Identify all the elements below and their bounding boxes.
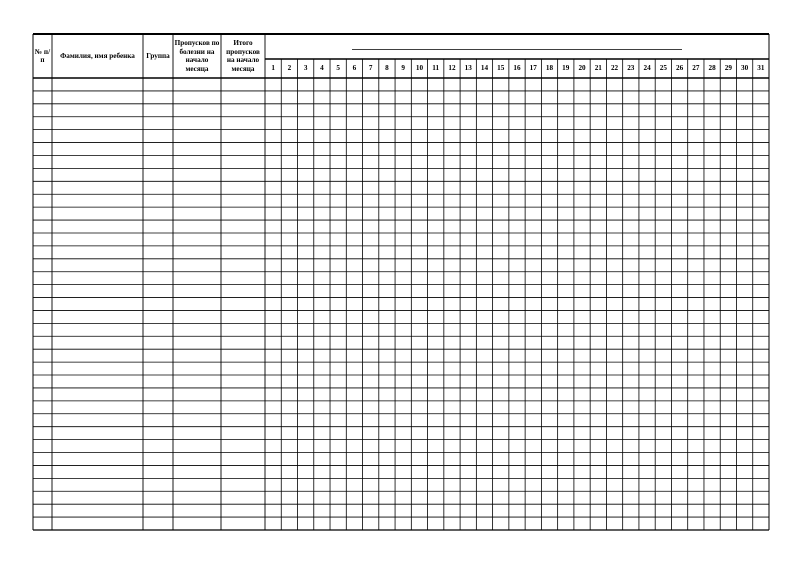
day-number: 3 bbox=[303, 64, 308, 72]
day-number: 27 bbox=[692, 64, 700, 72]
day-number: 10 bbox=[415, 64, 424, 72]
day-number: 26 bbox=[675, 64, 684, 72]
header-total-start: Итого пропусков на начало месяца bbox=[226, 39, 260, 73]
day-number: 8 bbox=[385, 64, 389, 72]
day-number: 4 bbox=[320, 64, 324, 72]
day-number: 28 bbox=[708, 64, 716, 72]
day-number: 6 bbox=[352, 64, 357, 72]
day-number: 2 bbox=[287, 64, 292, 72]
day-number: 20 bbox=[578, 64, 586, 72]
day-number: 1 bbox=[271, 64, 275, 72]
day-number: 24 bbox=[643, 64, 651, 72]
day-number: 14 bbox=[480, 64, 489, 72]
day-number: 17 bbox=[529, 64, 537, 72]
day-number: 16 bbox=[513, 64, 521, 72]
day-number: 7 bbox=[368, 64, 373, 72]
day-number: 11 bbox=[432, 64, 440, 72]
day-number: 18 bbox=[545, 64, 554, 72]
day-number: 12 bbox=[448, 64, 456, 72]
day-number: 13 bbox=[464, 64, 472, 72]
day-number: 22 bbox=[610, 64, 619, 72]
day-number: 23 bbox=[627, 64, 635, 72]
day-number: 31 bbox=[757, 64, 765, 72]
day-number: 19 bbox=[562, 64, 570, 72]
day-number: 25 bbox=[659, 64, 667, 72]
day-number: 30 bbox=[741, 64, 749, 72]
header-sick-start: Пропусков по болезни на начало месяца bbox=[174, 39, 220, 73]
header-group: Группа bbox=[146, 51, 170, 60]
header-num: № п/п bbox=[34, 47, 51, 64]
day-number: 5 bbox=[336, 64, 340, 72]
day-number: 29 bbox=[724, 64, 732, 72]
header-name: Фамилия, имя ребенка bbox=[60, 51, 135, 60]
day-number: 15 bbox=[497, 64, 505, 72]
day-number: 9 bbox=[401, 64, 405, 72]
day-number: 21 bbox=[594, 64, 602, 72]
